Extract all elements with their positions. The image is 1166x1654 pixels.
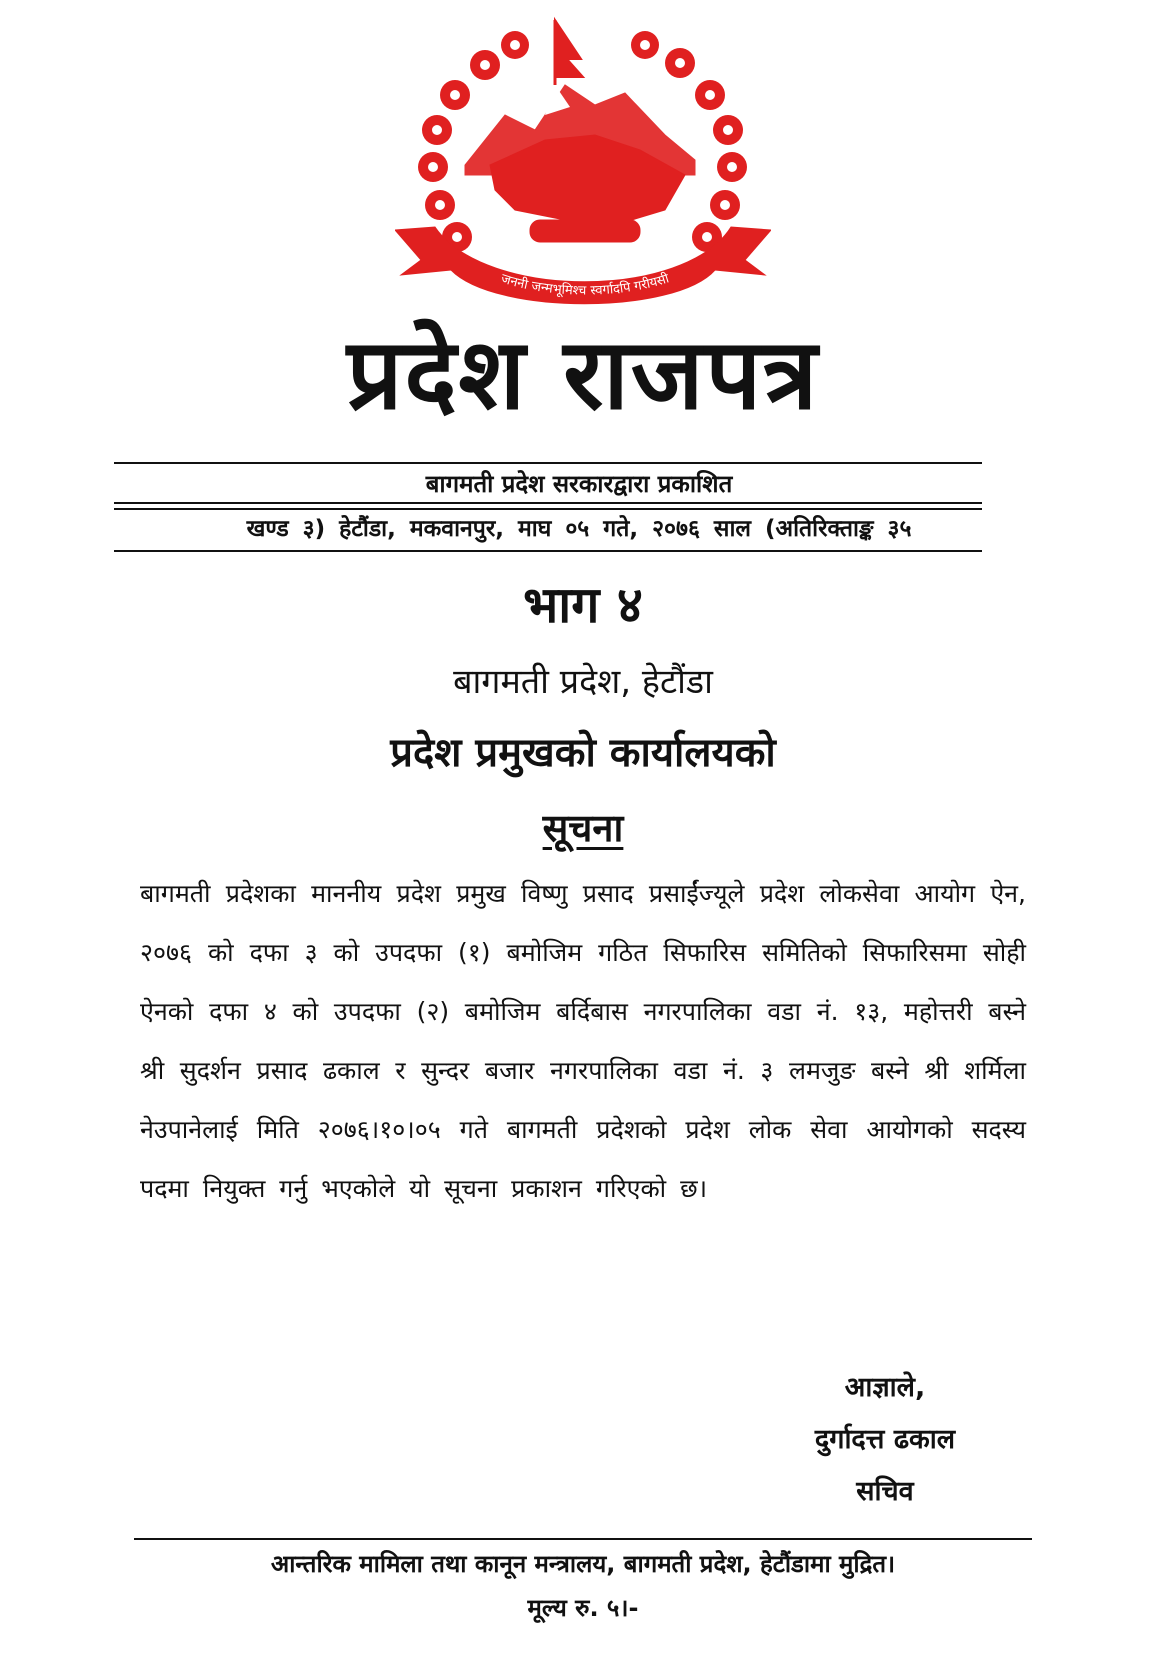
notice-title [0,802,1166,854]
signature-title: सचिव [856,1476,914,1507]
footer-rule [134,1538,1032,1540]
signature-order: आज्ञाले, [844,1372,926,1403]
footer-price: मूल्य रु. ५।- [527,1594,639,1622]
nepal-coat-of-arms-icon [395,15,771,320]
header-rule-middle-1 [114,502,982,504]
header-rule-top [114,462,982,464]
header-rule-bottom [114,550,982,552]
notice-title-text: सूचना [542,806,624,850]
gazette-title: प्रदेश राजपत्र [346,318,820,432]
office-heading: प्रदेश प्रमुखको कार्यालयको [390,730,776,776]
signature-block [770,1362,1000,1518]
part-heading: भाग ४ [523,576,643,634]
footer-printed-at: आन्तरिक मामिला तथा कानून मन्त्रालय, बागमती प्रदेश, हेटौंडामा मुद्रित। [270,1550,896,1578]
publisher-line: बागमती प्रदेश सरकारद्वारा प्रकाशित [425,470,733,498]
place-line: बागमती प्रदेश, हेटौंडा [453,662,713,702]
emblem-motto: जननी जन्मभूमिश्च स्वर्गादपि गरीयसी [499,271,671,299]
issue-line: खण्ड ३) हेटौंडा, मकवानपुर, माघ ०५ गते, २०७६ साल (अतिरिक्ताङ्क ३५ [246,516,912,542]
header-rule-middle-2 [114,508,982,510]
signature-name: दुर्गादत्त ढकाल [814,1424,956,1455]
notice-body: बागमती प्रदेशका माननीय प्रदेश प्रमुख विष्णु प्रसाद प्रसाईंज्यूले प्रदेश लोकसेवा आयोग ऐन, २०७६ को दफा ३ को उपदफा (१) बमोजिम गठित सिफारिस समितिको सिफारिसमा सोही ऐनको दफा ४ को उपदफा (२) बमोजिम बर्दिबास नगरपालिका वडा नं. १३, महोत्तरी बस्ने श्री सुदर्शन प्रसाद ढकाल र सुन्दर बजार नगरपालिका वडा नं. ३ लमजुङ बस्ने श्री शर्मिला नेउपानेलाई मिति २०७६।१०।०५ गते बागमती प्रदेशको प्रदेश लोक सेवा आयोगको सदस्य पदमा नियुक्त गर्नु भएकोले यो सूचना प्रकाशन गरिएको छ। [140,879,1026,1203]
